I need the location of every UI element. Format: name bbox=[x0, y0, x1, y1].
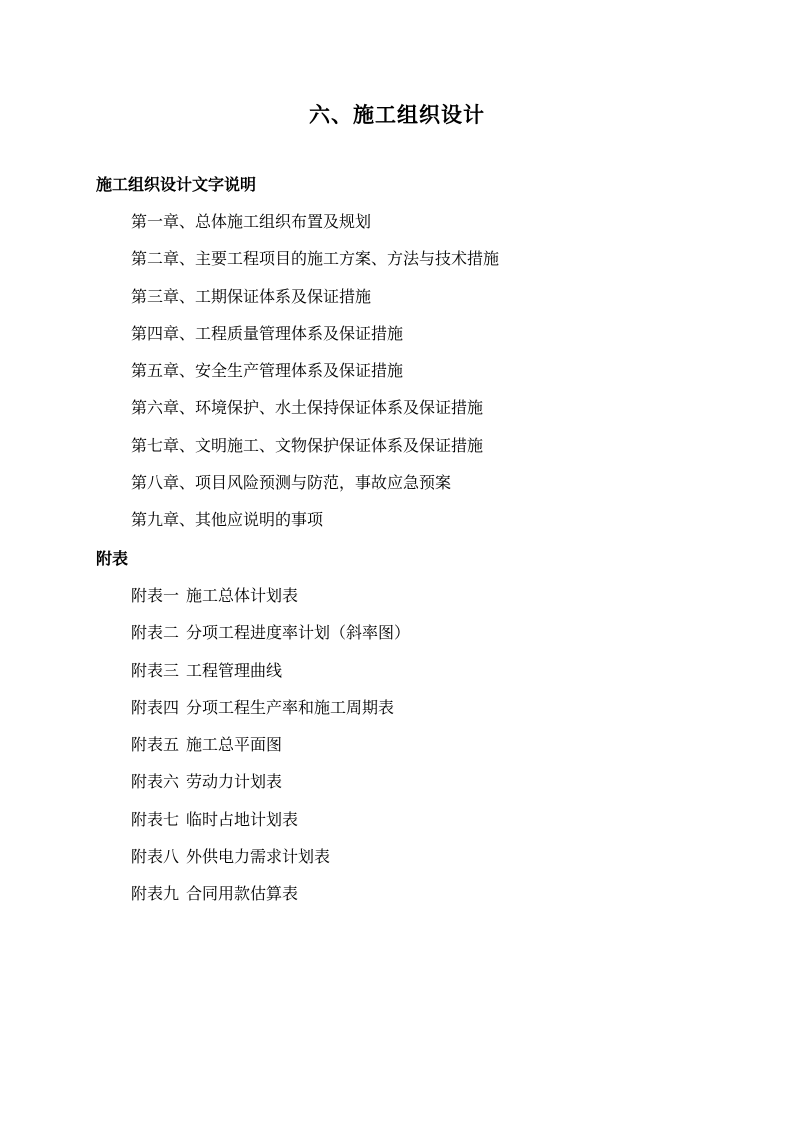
chapter-item-6: 第六章、环境保护、水土保持保证体系及保证措施 bbox=[131, 398, 484, 418]
section-heading-text-description: 施工组织设计文字说明 bbox=[96, 175, 257, 194]
appendix-name: 劳动力计划表 bbox=[186, 772, 283, 792]
appendix-code: 附表六 bbox=[131, 772, 180, 792]
appendix-name: 施工总平面图 bbox=[186, 735, 283, 755]
appendix-code: 附表八 bbox=[131, 847, 180, 867]
section-heading-appendix: 附表 bbox=[96, 549, 129, 568]
chapter-item-3: 第三章、工期保证体系及保证措施 bbox=[131, 286, 372, 306]
appendix-item-5 bbox=[131, 733, 410, 770]
appendix-name: 施工总体计划表 bbox=[186, 586, 299, 605]
appendix-item-9 bbox=[131, 882, 410, 919]
appendix-name: 分项工程进度率计划（斜率图） bbox=[186, 623, 411, 643]
chapter-item-1: 第一章、总体施工组织布置及规划 bbox=[131, 212, 372, 231]
appendix-name: 合同用款估算表 bbox=[186, 884, 299, 904]
appendix-item-4 bbox=[131, 696, 410, 733]
appendix-code: 附表七 bbox=[131, 809, 180, 829]
appendix-name: 临时占地计划表 bbox=[186, 809, 299, 829]
chapter-item-5: 第五章、安全生产管理体系及保证措施 bbox=[131, 361, 404, 381]
appendix-name: 分项工程生产率和施工周期表 bbox=[186, 697, 395, 717]
appendix-name: 工程管理曲线 bbox=[186, 660, 283, 680]
appendix-item-1 bbox=[131, 584, 410, 621]
appendix-code: 附表一 bbox=[131, 586, 180, 605]
chapter-item-4: 第四章、工程质量管理体系及保证措施 bbox=[131, 323, 404, 343]
appendix-item-8 bbox=[131, 845, 410, 882]
appendix-code: 附表三 bbox=[131, 660, 180, 680]
appendix-list bbox=[131, 584, 410, 920]
page-title: 六、施工组织设计 bbox=[309, 103, 485, 127]
appendix-code: 附表九 bbox=[131, 884, 180, 904]
appendix-code: 附表二 bbox=[131, 623, 180, 643]
chapter-item-9: 第九章、其他应说明的事项 bbox=[131, 510, 324, 530]
chapter-list bbox=[131, 210, 499, 546]
appendix-item-2 bbox=[131, 621, 410, 658]
chapter-item-2: 第二章、主要工程项目的施工方案、方法与技术措施 bbox=[131, 249, 500, 269]
appendix-item-7 bbox=[131, 808, 410, 845]
appendix-name: 外供电力需求计划表 bbox=[186, 847, 331, 867]
appendix-item-3 bbox=[131, 659, 410, 696]
chapter-item-7: 第七章、文明施工、文物保护保证体系及保证措施 bbox=[131, 435, 484, 455]
appendix-item-6 bbox=[131, 770, 410, 807]
chapter-item-8: 第八章、项目风险预测与防范，事故应急预案 bbox=[131, 473, 452, 493]
appendix-code: 附表五 bbox=[131, 735, 180, 755]
appendix-code: 附表四 bbox=[131, 697, 180, 717]
